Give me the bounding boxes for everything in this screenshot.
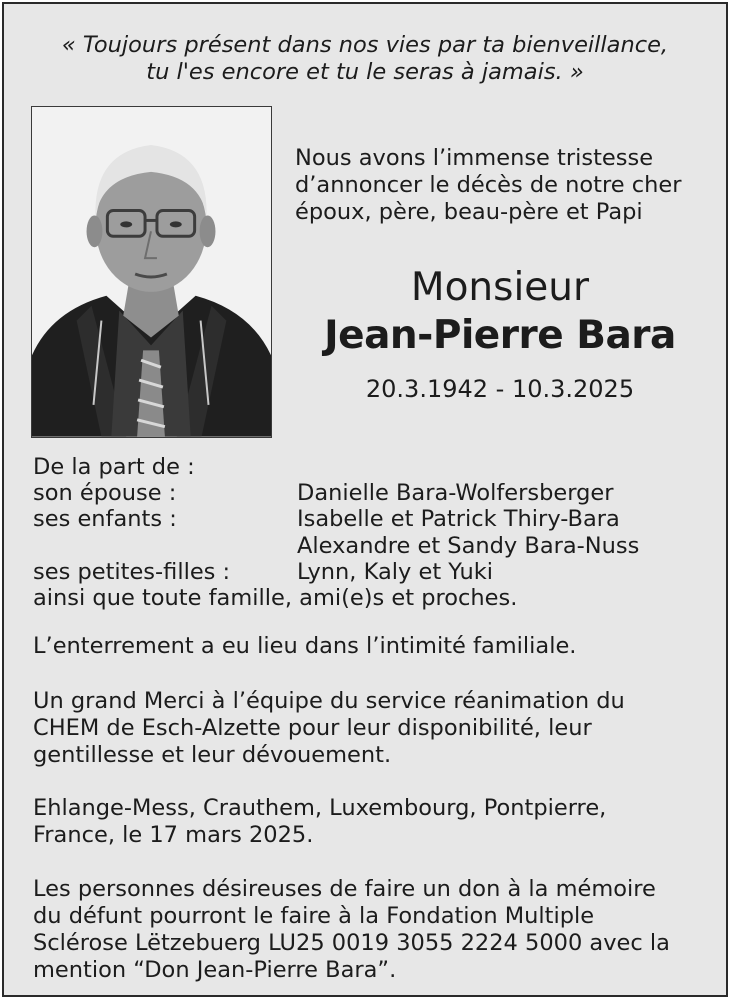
child-name: Isabelle et Patrick Thiry-Bara [297,506,620,533]
place-date-paragraph [33,795,705,849]
children-row [33,506,713,532]
quote-line: « Toujours présent dans nos vies par ta bienveillance, [61,32,669,58]
thanks-line: Un grand Merci à l’équipe du service réanimation du [33,688,625,714]
life-dates: 20.3.1942 - 10.3.2025 [365,375,635,403]
announcement-intro [295,145,705,226]
place-line: France, le 17 mars 2025. [33,822,314,848]
thanks-line: CHEM de Esch-Alzette pour leur disponibilité, leur [33,715,592,741]
memorial-quote [4,32,726,86]
spouse-row [33,480,713,506]
donation-line: Les personnes désireuses de faire un don à la mémoire [33,876,656,902]
children-label: ses enfants : [33,506,177,533]
intro-line: époux, père, beau-père et Papi [295,199,643,225]
grandchildren-row [33,559,713,585]
others-text: ainsi que toute famille, ami(e)s et proches. [33,585,518,612]
donation-paragraph [33,876,705,984]
thanks-paragraph [33,688,705,769]
family-heading: De la part de : [33,454,195,480]
family-heading-row [33,454,713,480]
deceased-name: Jean-Pierre Bara [324,313,676,358]
burial-paragraph [33,633,705,660]
grandchildren-names: Lynn, Kaly et Yuki [297,558,493,585]
obituary-notice [2,2,728,997]
donation-line: du défunt pourront le faire à la Fondation Multiple [33,903,595,929]
quote-line: tu l'es encore et tu le seras à jamais. » [146,59,584,85]
intro-line: Nous avons l’immense tristesse [295,145,654,171]
donation-line: mention “Don Jean-Pierre Bara”. [33,957,397,983]
donation-line: Sclérose Lëtzebuerg LU25 0019 3055 2224 5000 avec la [33,930,670,956]
burial-text: L’enterrement a eu lieu dans l’intimité familiale. [33,633,577,659]
deceased-title: Monsieur [410,265,590,310]
children-row [33,533,713,559]
grandchildren-label: ses petites-filles : [33,558,231,585]
others-row [33,585,713,611]
portrait-illustration [32,107,271,437]
spouse-name: Danielle Bara-Wolfersberger [297,480,614,507]
spouse-label: son épouse : [33,480,177,507]
intro-line: d’annoncer le décès de notre cher [295,172,682,198]
thanks-line: gentillesse et leur dévouement. [33,742,392,768]
place-line: Ehlange-Mess, Crauthem, Luxembourg, Pontpierre, [33,795,607,821]
portrait-photo [31,106,272,438]
child-name: Alexandre et Sandy Bara-Nuss [297,532,640,559]
family-list [33,454,713,611]
